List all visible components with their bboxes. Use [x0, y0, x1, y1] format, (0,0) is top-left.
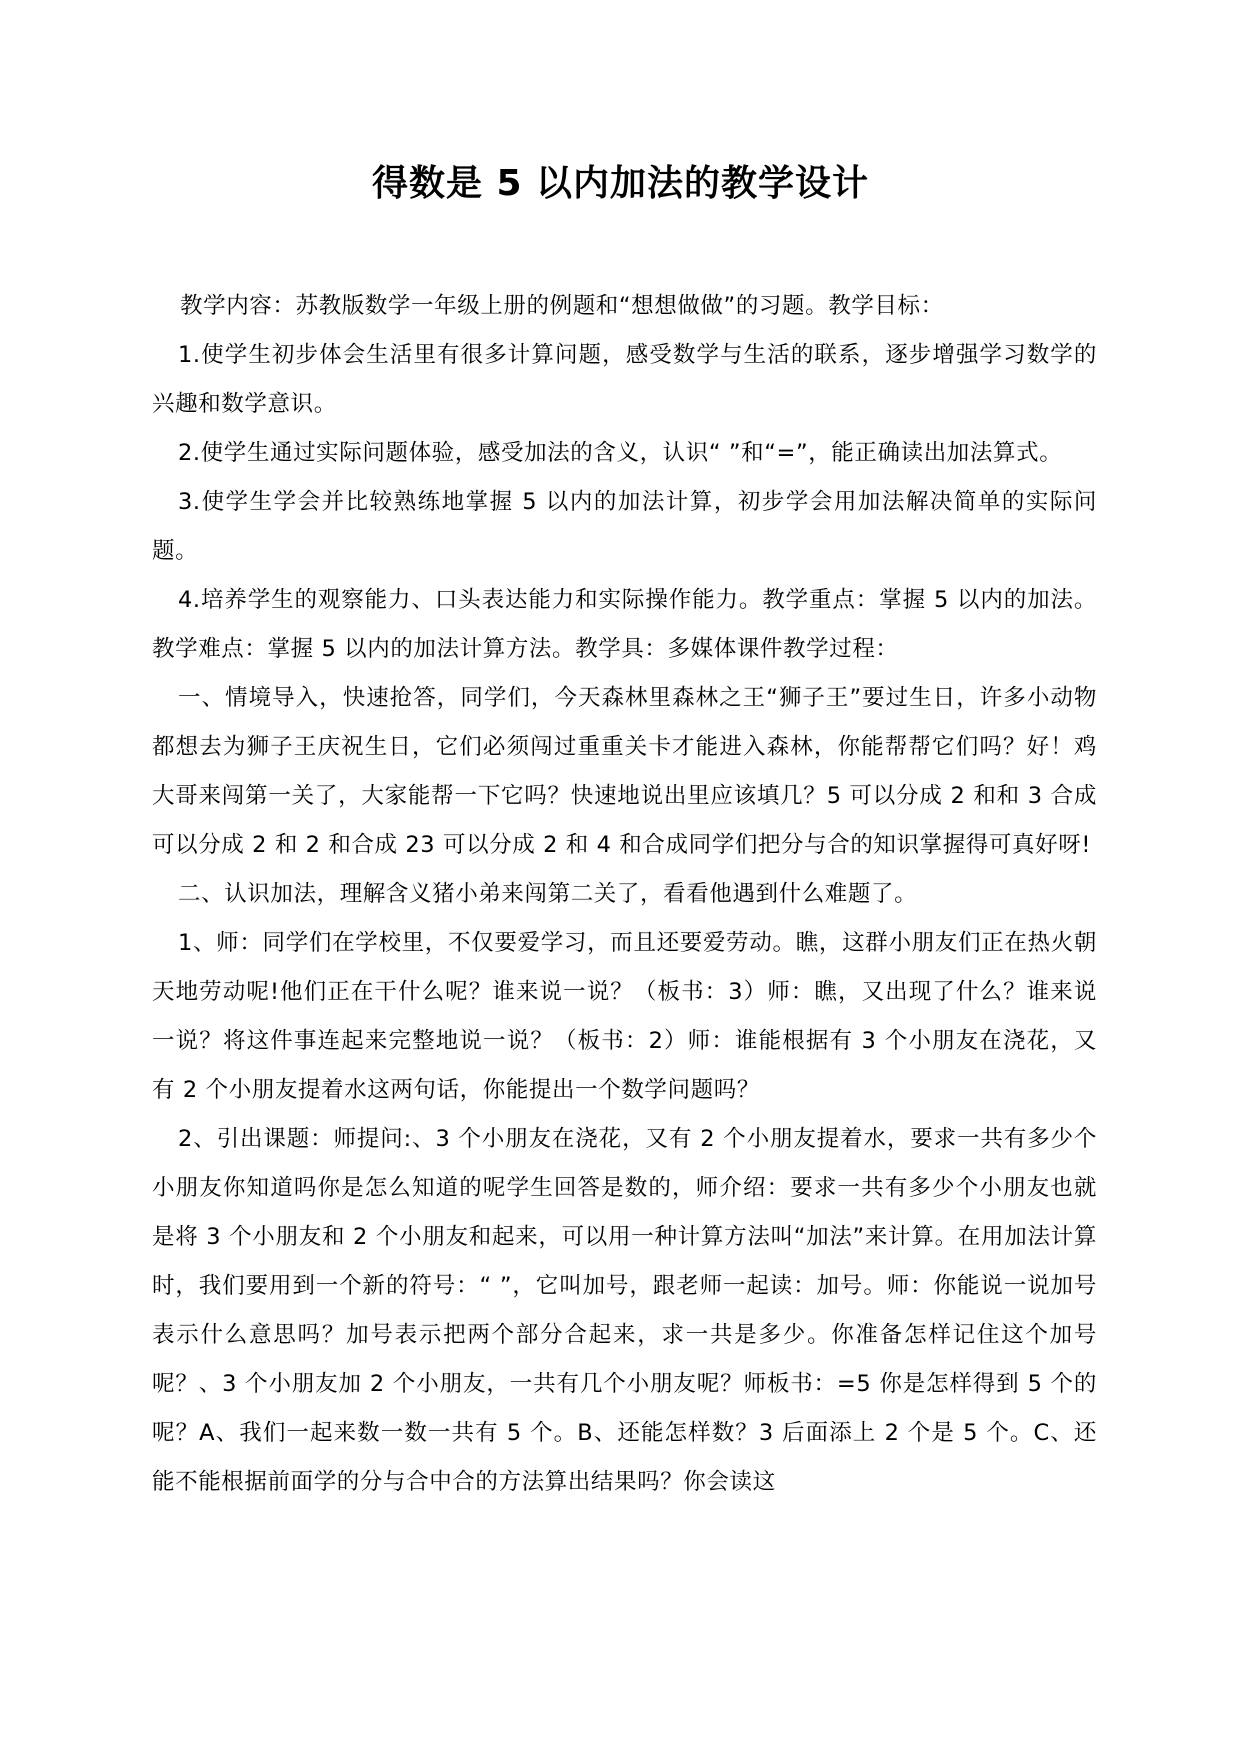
paragraph-objective-2: 2.使学生通过实际问题体验，感受加法的含义，认识“ ”和“=”，能正确读出加法算式。 [178, 440, 1063, 466]
paragraph-step-2: 2、引出课题：师提问:、3 个小朋友在浇花，又有 2 个小朋友提着水，要求一共有多少个小朋友你知道吗你是怎么知道的呢学生回答是数的，师介绍：要求一共有多少个小朋友也就是将 3 个小朋友和 2 个小朋友和起来，可以用一种计算方法叫“加法”来计算。在用加法计算时，我们要用到一个新的符号：“ ”，它叫加号，跟老师一起读：加号。师：你能说一说加号表示什么意思吗？加号表示把两个部分合起来，求一共是多少。你准备怎样记住这个加号呢？、3 个小朋友加 2 个小朋友，一共有几个小朋友呢？师板书：=5 你是怎样得到 5 个的呢？A、我们一起来数一数一共有 5 个。B、还能怎样数？3 后面添上 2 个是 5 个。C、还能不能根据前面学的分与合中合的方法算出结果吗？你会读这 [152, 1126, 1097, 1495]
paragraph-objective-1: 1.使学生初步体会生活里有很多计算问题，感受数学与生活的联系，逐步增强学习数学的兴趣和数学意识。 [152, 342, 1097, 417]
paragraph-step-1: 1、师：同学们在学校里，不仅要爱学习，而且还要爱劳动。瞧，这群小朋友们正在热火朝天地劳动呢!他们正在干什么呢？谁来说一说？（板书：3）师：瞧，又出现了什么？谁来说一说？将这件事连起来完整地说一说？（板书：2）师：谁能根据有 3 个小朋友在浇花，又有 2 个小朋友提着水这两句话，你能提出一个数学问题吗？ [152, 930, 1097, 1103]
document-body [152, 282, 1097, 1507]
paragraph-section-2: 二、认识加法，理解含义猪小弟来闯第二关了，看看他遇到什么难题了。 [178, 881, 918, 907]
document-title: 得数是 5 以内加法的教学设计 [371, 163, 870, 204]
paragraph-objective-3: 3.使学生学会并比较熟练地掌握 5 以内的加法计算，初步学会用加法解决简单的实际问题。 [152, 489, 1097, 564]
paragraph-section-1: 一、情境导入，快速抢答，同学们，今天森林里森林之王“狮子王”要过生日，许多小动物都想去为狮子王庆祝生日，它们必须闯过重重关卡才能进入森林，你能帮帮它们吗？好！鸡大哥来闯第一关了，大家能帮一下它吗？快速地说出里应该填几？5 可以分成 2 和和 3 合成可以分成 2 和 2 和合成 23 可以分成 2 和 4 和合成同学们把分与合的知识掌握得可真好呀! [152, 685, 1097, 858]
paragraph-teaching-content: 教学内容：苏教版数学一年级上册的例题和“想想做做”的习题。教学目标： [180, 293, 944, 319]
paragraph-objective-4: 4.培养学生的观察能力、口头表达能力和实际操作能力。教学重点：掌握 5 以内的加法。教学难点：掌握 5 以内的加法计算方法。教学具：多媒体课件教学过程： [152, 587, 1097, 662]
